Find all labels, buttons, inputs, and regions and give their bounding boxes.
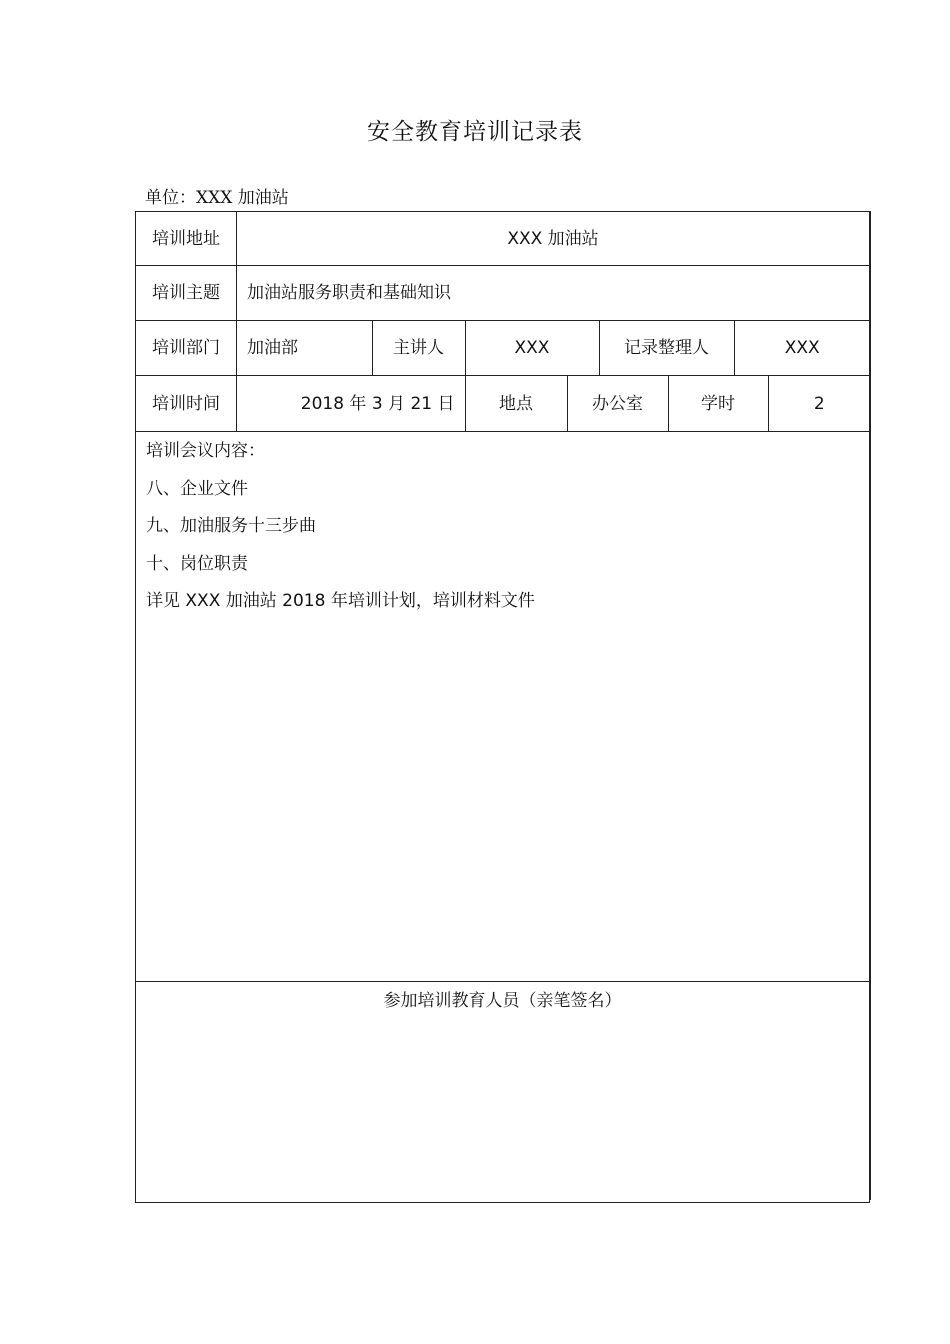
row-time [136,376,870,432]
speaker-value: XXX [465,321,599,375]
row-signature [136,982,870,1203]
unit-line [145,185,289,211]
hours-label: 学时 [668,376,768,431]
content-line: 九、加油服务十三步曲 [146,516,316,536]
content-cell [136,432,870,982]
unit-label: 单位： [145,188,196,208]
department-value: 加油部 [237,321,372,375]
row-address [136,212,870,266]
department-subgrid [237,321,870,375]
content-line: 八、企业文件 [146,478,248,499]
recorder-value: XXX [734,321,870,375]
unit-value: XXX 加油站 [196,188,289,208]
table-edge-line [869,211,871,1200]
row-topic [136,266,870,321]
document-title: 安全教育培训记录表 [367,119,583,145]
department-subgrid-cell [237,321,870,376]
time-label: 培训时间 [136,376,237,432]
content-line: 详见 XXX 加油站 2018 年培训计划，培训材料文件 [146,591,535,611]
row-content [136,432,870,982]
content-line: 十、岗位职责 [146,553,248,574]
location-value: 办公室 [567,376,668,431]
location-label: 地点 [465,376,567,431]
signature-heading: 参加培训教育人员（亲笔签名） [383,991,622,1011]
address-label: 培训地址 [136,212,237,266]
topic-label: 培训主题 [136,266,237,321]
speaker-label: 主讲人 [372,321,465,375]
topic-value: 加油站服务职责和基础知识 [237,266,870,321]
department-label: 培训部门 [136,321,237,376]
recorder-label: 记录整理人 [599,321,734,375]
date-value: 2018 年 3 月 21 日 [237,376,465,431]
signature-cell [136,982,870,1203]
address-value: XXX 加油站 [237,212,870,266]
content-heading: 培训会议内容： [146,441,265,461]
row-department [136,321,870,376]
time-subgrid-cell [237,376,870,432]
hours-value: 2 [768,376,870,431]
time-subgrid [237,376,870,431]
training-record-form [135,211,870,1203]
